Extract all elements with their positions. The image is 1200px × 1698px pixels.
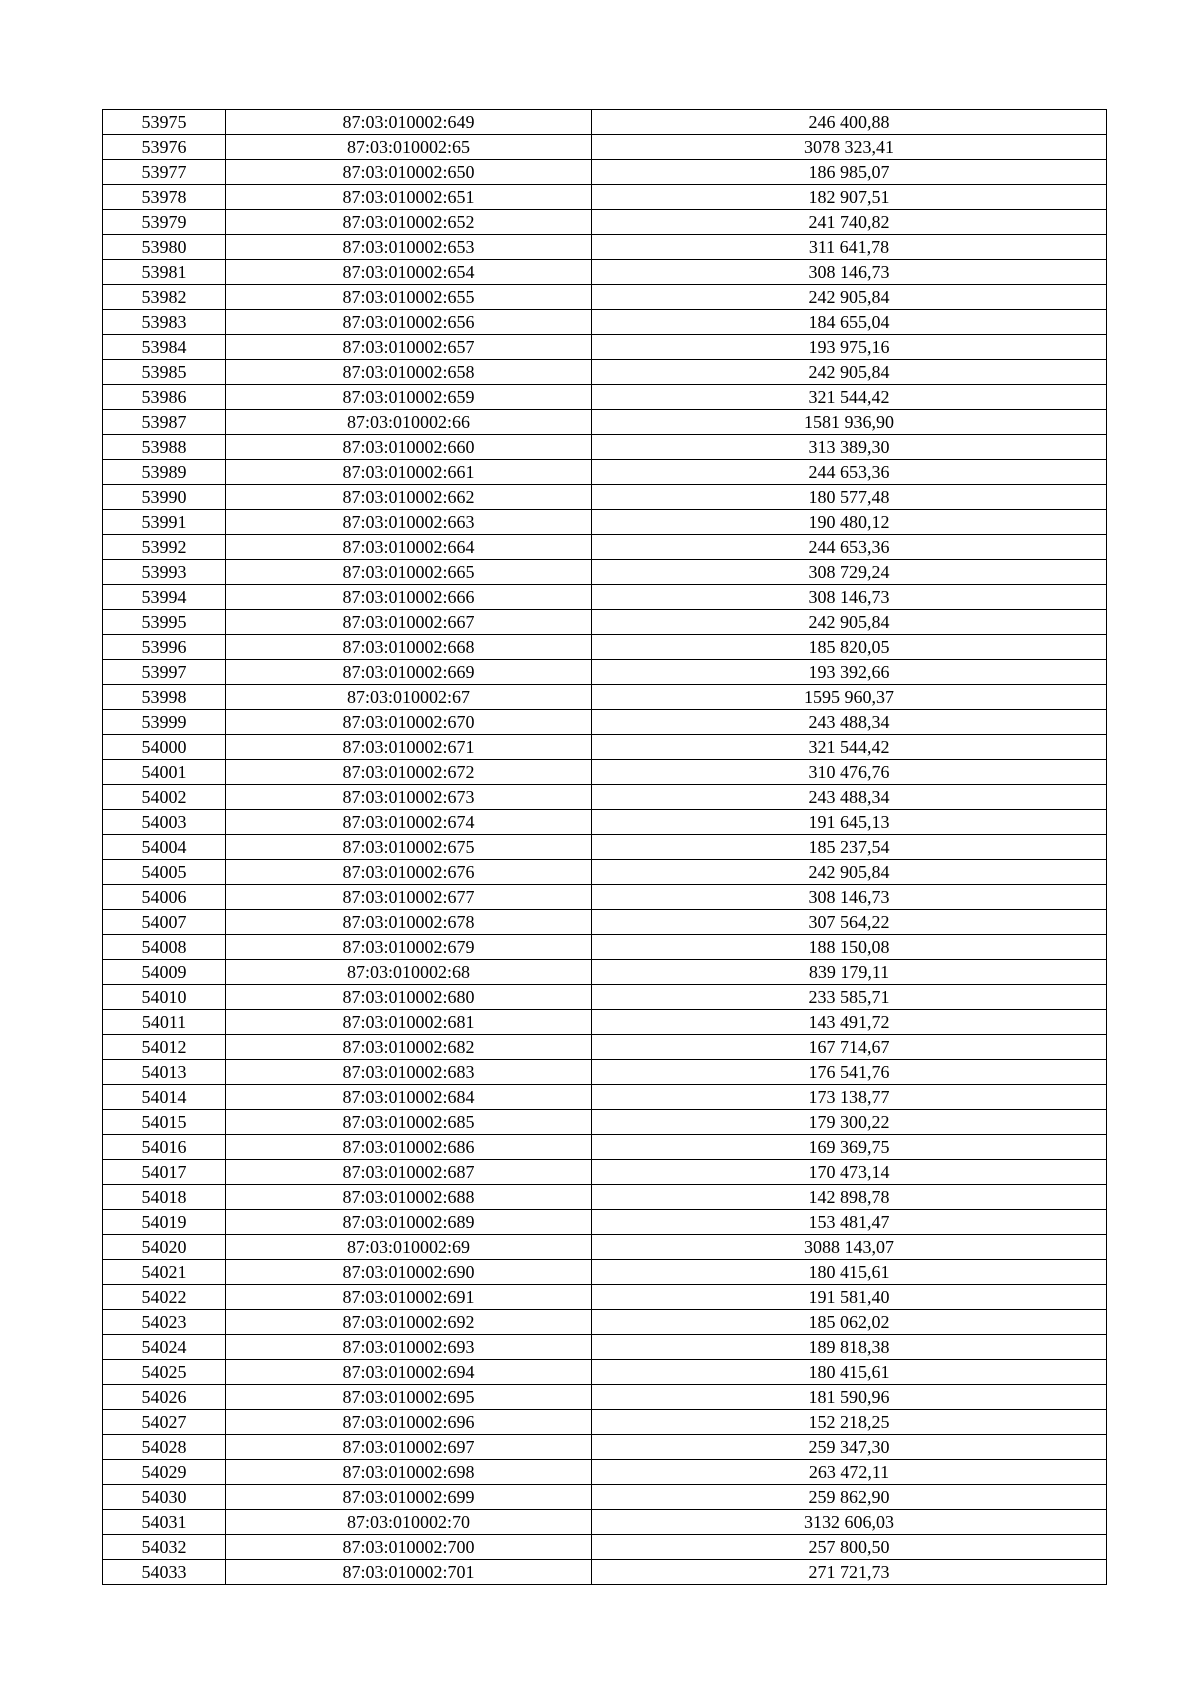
table-row <box>103 260 1107 285</box>
row-number-cell: 54011 <box>103 1010 226 1035</box>
cadastral-number-cell: 87:03:010002:666 <box>226 585 592 610</box>
table-row <box>103 1235 1107 1260</box>
cadastral-number-cell: 87:03:010002:656 <box>226 310 592 335</box>
table-row <box>103 135 1107 160</box>
row-number-cell: 54001 <box>103 760 226 785</box>
row-number-cell: 54012 <box>103 1035 226 1060</box>
table-row <box>103 485 1107 510</box>
row-number-cell: 53988 <box>103 435 226 460</box>
table-row <box>103 735 1107 760</box>
table-row <box>103 460 1107 485</box>
row-number-cell: 53978 <box>103 185 226 210</box>
value-cell: 243 488,34 <box>592 785 1107 810</box>
cadastral-number-cell: 87:03:010002:66 <box>226 410 592 435</box>
value-cell: 188 150,08 <box>592 935 1107 960</box>
cadastral-number-cell: 87:03:010002:698 <box>226 1460 592 1485</box>
cadastral-number-cell: 87:03:010002:684 <box>226 1085 592 1110</box>
cadastral-number-cell: 87:03:010002:694 <box>226 1360 592 1385</box>
row-number-cell: 54033 <box>103 1560 226 1585</box>
cadastral-number-cell: 87:03:010002:681 <box>226 1010 592 1035</box>
cadastral-number-cell: 87:03:010002:662 <box>226 485 592 510</box>
cadastral-number-cell: 87:03:010002:653 <box>226 235 592 260</box>
row-number-cell: 53987 <box>103 410 226 435</box>
table-row <box>103 1210 1107 1235</box>
row-number-cell: 54017 <box>103 1160 226 1185</box>
data-table <box>102 109 1107 1585</box>
row-number-cell: 53999 <box>103 710 226 735</box>
value-cell: 180 415,61 <box>592 1260 1107 1285</box>
row-number-cell: 54007 <box>103 910 226 935</box>
cadastral-number-cell: 87:03:010002:663 <box>226 510 592 535</box>
table-row <box>103 885 1107 910</box>
table-row <box>103 860 1107 885</box>
row-number-cell: 54023 <box>103 1310 226 1335</box>
cadastral-number-cell: 87:03:010002:649 <box>226 110 592 135</box>
value-cell: 321 544,42 <box>592 385 1107 410</box>
cadastral-number-cell: 87:03:010002:679 <box>226 935 592 960</box>
value-cell: 142 898,78 <box>592 1185 1107 1210</box>
cadastral-number-cell: 87:03:010002:691 <box>226 1285 592 1310</box>
row-number-cell: 54009 <box>103 960 226 985</box>
cadastral-number-cell: 87:03:010002:696 <box>226 1410 592 1435</box>
row-number-cell: 54015 <box>103 1110 226 1135</box>
table-row <box>103 685 1107 710</box>
table-row <box>103 1510 1107 1535</box>
value-cell: 242 905,84 <box>592 285 1107 310</box>
value-cell: 3078 323,41 <box>592 135 1107 160</box>
value-cell: 233 585,71 <box>592 985 1107 1010</box>
table-row <box>103 410 1107 435</box>
table-row <box>103 1385 1107 1410</box>
row-number-cell: 53986 <box>103 385 226 410</box>
value-cell: 180 577,48 <box>592 485 1107 510</box>
row-number-cell: 54028 <box>103 1435 226 1460</box>
value-cell: 242 905,84 <box>592 360 1107 385</box>
row-number-cell: 53990 <box>103 485 226 510</box>
value-cell: 176 541,76 <box>592 1060 1107 1085</box>
value-cell: 246 400,88 <box>592 110 1107 135</box>
value-cell: 1595 960,37 <box>592 685 1107 710</box>
cadastral-number-cell: 87:03:010002:654 <box>226 260 592 285</box>
row-number-cell: 53977 <box>103 160 226 185</box>
table-row <box>103 585 1107 610</box>
cadastral-number-cell: 87:03:010002:683 <box>226 1060 592 1085</box>
value-cell: 185 237,54 <box>592 835 1107 860</box>
row-number-cell: 54003 <box>103 810 226 835</box>
cadastral-number-cell: 87:03:010002:675 <box>226 835 592 860</box>
row-number-cell: 54029 <box>103 1460 226 1485</box>
cadastral-number-cell: 87:03:010002:664 <box>226 535 592 560</box>
cadastral-number-cell: 87:03:010002:668 <box>226 635 592 660</box>
table-row <box>103 535 1107 560</box>
table-row <box>103 1335 1107 1360</box>
value-cell: 242 905,84 <box>592 860 1107 885</box>
value-cell: 3088 143,07 <box>592 1235 1107 1260</box>
row-number-cell: 54008 <box>103 935 226 960</box>
cadastral-number-cell: 87:03:010002:655 <box>226 285 592 310</box>
row-number-cell: 54019 <box>103 1210 226 1235</box>
cadastral-number-cell: 87:03:010002:671 <box>226 735 592 760</box>
table-row <box>103 235 1107 260</box>
cadastral-number-cell: 87:03:010002:68 <box>226 960 592 985</box>
cadastral-number-cell: 87:03:010002:670 <box>226 710 592 735</box>
cadastral-number-cell: 87:03:010002:674 <box>226 810 592 835</box>
row-number-cell: 53995 <box>103 610 226 635</box>
value-cell: 271 721,73 <box>592 1560 1107 1585</box>
cadastral-number-cell: 87:03:010002:651 <box>226 185 592 210</box>
value-cell: 308 729,24 <box>592 560 1107 585</box>
row-number-cell: 54014 <box>103 1085 226 1110</box>
cadastral-number-cell: 87:03:010002:695 <box>226 1385 592 1410</box>
row-number-cell: 54004 <box>103 835 226 860</box>
table-row <box>103 110 1107 135</box>
table-row <box>103 935 1107 960</box>
row-number-cell: 54021 <box>103 1260 226 1285</box>
value-cell: 167 714,67 <box>592 1035 1107 1060</box>
table-row <box>103 1185 1107 1210</box>
row-number-cell: 54013 <box>103 1060 226 1085</box>
row-number-cell: 54016 <box>103 1135 226 1160</box>
row-number-cell: 54024 <box>103 1335 226 1360</box>
cadastral-number-cell: 87:03:010002:70 <box>226 1510 592 1535</box>
table-row <box>103 1060 1107 1085</box>
cadastral-number-cell: 87:03:010002:650 <box>226 160 592 185</box>
table-row <box>103 1310 1107 1335</box>
row-number-cell: 54018 <box>103 1185 226 1210</box>
cadastral-number-cell: 87:03:010002:660 <box>226 435 592 460</box>
table-row <box>103 1360 1107 1385</box>
table-row <box>103 1435 1107 1460</box>
row-number-cell: 53981 <box>103 260 226 285</box>
value-cell: 263 472,11 <box>592 1460 1107 1485</box>
cadastral-number-cell: 87:03:010002:682 <box>226 1035 592 1060</box>
table-row <box>103 785 1107 810</box>
value-cell: 169 369,75 <box>592 1135 1107 1160</box>
cadastral-number-cell: 87:03:010002:665 <box>226 560 592 585</box>
table-row <box>103 710 1107 735</box>
table-row <box>103 160 1107 185</box>
table-row <box>103 960 1107 985</box>
value-cell: 179 300,22 <box>592 1110 1107 1135</box>
row-number-cell: 53992 <box>103 535 226 560</box>
cadastral-number-cell: 87:03:010002:652 <box>226 210 592 235</box>
table-row <box>103 910 1107 935</box>
value-cell: 189 818,38 <box>592 1335 1107 1360</box>
row-number-cell: 53989 <box>103 460 226 485</box>
cadastral-number-cell: 87:03:010002:69 <box>226 1235 592 1260</box>
row-number-cell: 53996 <box>103 635 226 660</box>
value-cell: 180 415,61 <box>592 1360 1107 1385</box>
row-number-cell: 53975 <box>103 110 226 135</box>
table-row <box>103 210 1107 235</box>
row-number-cell: 54031 <box>103 1510 226 1535</box>
table-row <box>103 660 1107 685</box>
cadastral-number-cell: 87:03:010002:669 <box>226 660 592 685</box>
cadastral-number-cell: 87:03:010002:685 <box>226 1110 592 1135</box>
row-number-cell: 54005 <box>103 860 226 885</box>
table-row <box>103 1035 1107 1060</box>
table-row <box>103 835 1107 860</box>
row-number-cell: 54000 <box>103 735 226 760</box>
table-row <box>103 1485 1107 1510</box>
table-row <box>103 510 1107 535</box>
cadastral-number-cell: 87:03:010002:687 <box>226 1160 592 1185</box>
value-cell: 152 218,25 <box>592 1410 1107 1435</box>
cadastral-number-cell: 87:03:010002:676 <box>226 860 592 885</box>
value-cell: 243 488,34 <box>592 710 1107 735</box>
cadastral-number-cell: 87:03:010002:677 <box>226 885 592 910</box>
cadastral-number-cell: 87:03:010002:658 <box>226 360 592 385</box>
row-number-cell: 54026 <box>103 1385 226 1410</box>
value-cell: 3132 606,03 <box>592 1510 1107 1535</box>
value-cell: 313 389,30 <box>592 435 1107 460</box>
row-number-cell: 53980 <box>103 235 226 260</box>
cadastral-number-cell: 87:03:010002:692 <box>226 1310 592 1335</box>
table-row <box>103 1160 1107 1185</box>
table-row <box>103 1010 1107 1035</box>
cadastral-number-cell: 87:03:010002:67 <box>226 685 592 710</box>
value-cell: 190 480,12 <box>592 510 1107 535</box>
cadastral-number-cell: 87:03:010002:667 <box>226 610 592 635</box>
value-cell: 185 820,05 <box>592 635 1107 660</box>
value-cell: 153 481,47 <box>592 1210 1107 1235</box>
row-number-cell: 53998 <box>103 685 226 710</box>
row-number-cell: 53979 <box>103 210 226 235</box>
cadastral-number-cell: 87:03:010002:700 <box>226 1535 592 1560</box>
table-row <box>103 360 1107 385</box>
row-number-cell: 54002 <box>103 785 226 810</box>
table-row <box>103 185 1107 210</box>
table-row <box>103 1535 1107 1560</box>
table-row <box>103 635 1107 660</box>
row-number-cell: 54020 <box>103 1235 226 1260</box>
table-row <box>103 310 1107 335</box>
cadastral-number-cell: 87:03:010002:701 <box>226 1560 592 1585</box>
table-row <box>103 1410 1107 1435</box>
row-number-cell: 53983 <box>103 310 226 335</box>
cadastral-number-cell: 87:03:010002:699 <box>226 1485 592 1510</box>
table-row <box>103 810 1107 835</box>
value-cell: 1581 936,90 <box>592 410 1107 435</box>
value-cell: 191 645,13 <box>592 810 1107 835</box>
table-row <box>103 560 1107 585</box>
row-number-cell: 53985 <box>103 360 226 385</box>
value-cell: 244 653,36 <box>592 535 1107 560</box>
row-number-cell: 53994 <box>103 585 226 610</box>
table-row <box>103 285 1107 310</box>
value-cell: 321 544,42 <box>592 735 1107 760</box>
row-number-cell: 53997 <box>103 660 226 685</box>
value-cell: 308 146,73 <box>592 585 1107 610</box>
value-cell: 184 655,04 <box>592 310 1107 335</box>
value-cell: 259 862,90 <box>592 1485 1107 1510</box>
table-row <box>103 1110 1107 1135</box>
value-cell: 143 491,72 <box>592 1010 1107 1035</box>
table-row <box>103 435 1107 460</box>
row-number-cell: 54010 <box>103 985 226 1010</box>
row-number-cell: 54006 <box>103 885 226 910</box>
table-row <box>103 1135 1107 1160</box>
table-row <box>103 610 1107 635</box>
row-number-cell: 54022 <box>103 1285 226 1310</box>
value-cell: 186 985,07 <box>592 160 1107 185</box>
row-number-cell: 54032 <box>103 1535 226 1560</box>
value-cell: 185 062,02 <box>592 1310 1107 1335</box>
value-cell: 311 641,78 <box>592 235 1107 260</box>
value-cell: 241 740,82 <box>592 210 1107 235</box>
cadastral-number-cell: 87:03:010002:678 <box>226 910 592 935</box>
table-row <box>103 1285 1107 1310</box>
cadastral-number-cell: 87:03:010002:693 <box>226 1335 592 1360</box>
value-cell: 310 476,76 <box>592 760 1107 785</box>
table-body <box>103 110 1107 1585</box>
row-number-cell: 54030 <box>103 1485 226 1510</box>
cadastral-number-cell: 87:03:010002:659 <box>226 385 592 410</box>
cadastral-number-cell: 87:03:010002:686 <box>226 1135 592 1160</box>
value-cell: 244 653,36 <box>592 460 1107 485</box>
value-cell: 307 564,22 <box>592 910 1107 935</box>
value-cell: 191 581,40 <box>592 1285 1107 1310</box>
value-cell: 308 146,73 <box>592 885 1107 910</box>
cadastral-number-cell: 87:03:010002:688 <box>226 1185 592 1210</box>
table-row <box>103 1260 1107 1285</box>
row-number-cell: 53991 <box>103 510 226 535</box>
cadastral-number-cell: 87:03:010002:672 <box>226 760 592 785</box>
value-cell: 193 975,16 <box>592 335 1107 360</box>
value-cell: 173 138,77 <box>592 1085 1107 1110</box>
row-number-cell: 53976 <box>103 135 226 160</box>
row-number-cell: 53982 <box>103 285 226 310</box>
cadastral-number-cell: 87:03:010002:65 <box>226 135 592 160</box>
cadastral-number-cell: 87:03:010002:680 <box>226 985 592 1010</box>
table-row <box>103 335 1107 360</box>
value-cell: 181 590,96 <box>592 1385 1107 1410</box>
table-row <box>103 1460 1107 1485</box>
value-cell: 257 800,50 <box>592 1535 1107 1560</box>
cadastral-number-cell: 87:03:010002:690 <box>226 1260 592 1285</box>
cadastral-number-cell: 87:03:010002:661 <box>226 460 592 485</box>
cadastral-number-cell: 87:03:010002:657 <box>226 335 592 360</box>
cadastral-number-cell: 87:03:010002:689 <box>226 1210 592 1235</box>
row-number-cell: 53993 <box>103 560 226 585</box>
value-cell: 182 907,51 <box>592 185 1107 210</box>
table-row <box>103 760 1107 785</box>
row-number-cell: 53984 <box>103 335 226 360</box>
row-number-cell: 54027 <box>103 1410 226 1435</box>
value-cell: 308 146,73 <box>592 260 1107 285</box>
table-row <box>103 385 1107 410</box>
cadastral-number-cell: 87:03:010002:697 <box>226 1435 592 1460</box>
value-cell: 170 473,14 <box>592 1160 1107 1185</box>
value-cell: 259 347,30 <box>592 1435 1107 1460</box>
value-cell: 839 179,11 <box>592 960 1107 985</box>
table-row <box>103 1560 1107 1585</box>
cadastral-number-cell: 87:03:010002:673 <box>226 785 592 810</box>
table-row <box>103 985 1107 1010</box>
value-cell: 193 392,66 <box>592 660 1107 685</box>
value-cell: 242 905,84 <box>592 610 1107 635</box>
table-row <box>103 1085 1107 1110</box>
row-number-cell: 54025 <box>103 1360 226 1385</box>
